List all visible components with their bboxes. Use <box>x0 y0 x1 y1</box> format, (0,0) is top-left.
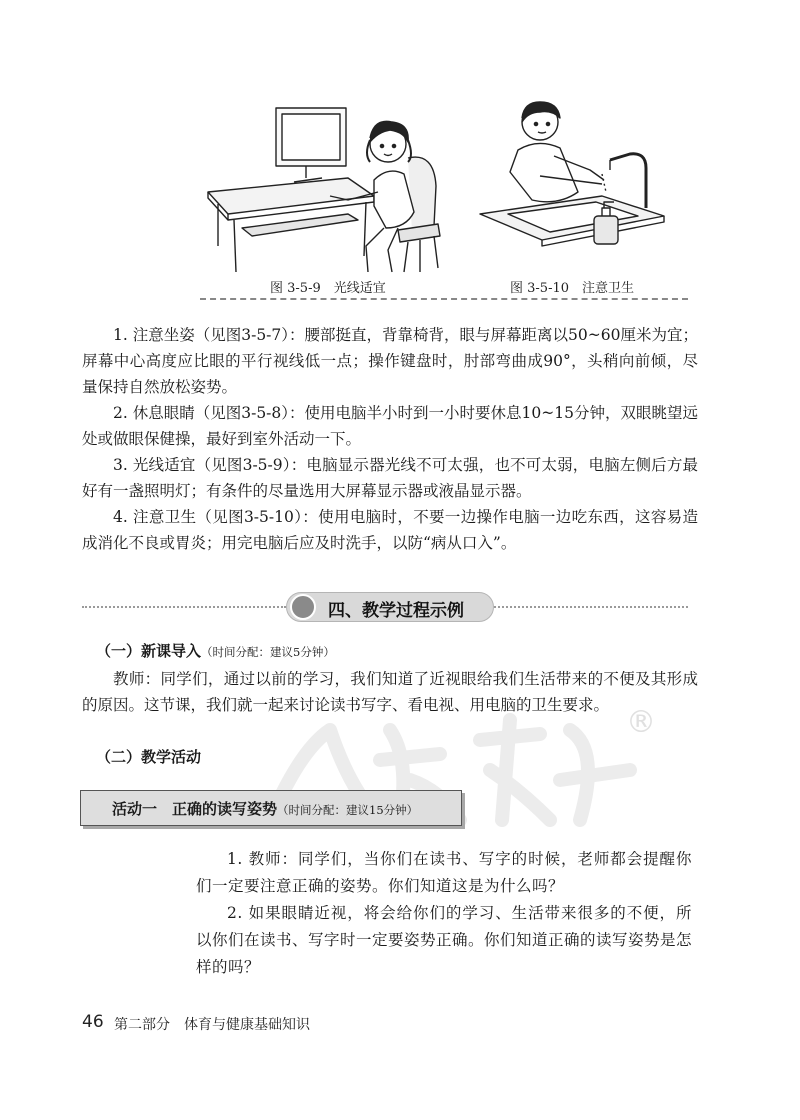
figure-boy-washing-hands <box>478 96 688 256</box>
registered-mark: ® <box>626 705 656 740</box>
activity-item-2: 2. 如果眼睛近视，将会给你们的学习、生活带来很多的不便，所以你们在读书、写字时一定要姿势正确。你们知道正确的读写姿势是怎样的吗？ <box>196 904 693 976</box>
section-divider-left <box>82 606 286 608</box>
paragraph-sitting-posture: 1. 注意坐姿（见图3-5-7）：腰部挺直，背靠椅背，眼与屏幕距离以50~60厘米为宜；屏幕中心高度应比眼的平行视线低一点；操作键盘时，肘部弯曲成90°，头稍向前倾，尽量保持自然放松姿势。 <box>82 326 698 396</box>
figure-divider <box>200 298 688 300</box>
activity-title <box>112 798 418 819</box>
footer-section-title: 第二部分 体育与健康基础知识 <box>114 1017 310 1033</box>
subsection-heading-intro <box>96 640 335 661</box>
section-divider-right <box>494 606 688 608</box>
activity-time-note: （时间分配：建议15分钟） <box>277 803 419 817</box>
activity-title-text: 活动一 正确的读写姿势 <box>112 800 278 818</box>
subsection-heading-activities: （二）教学活动 <box>96 748 202 766</box>
activity-item-1: 1. 教师：同学们，当你们在读书、写字的时候，老师都会提醒你们一定要注意正确的姿势。你们知道这是为什么吗？ <box>196 850 692 895</box>
section-title: 四、教学过程示例 <box>328 601 464 621</box>
paragraph-intro-body: 教师：同学们，通过以前的学习，我们知道了近视眼给我们生活带来的不便及其形成的原因。这节课，我们就一起来讨论读书写字、看电视、用电脑的卫生要求。 <box>82 670 698 714</box>
figure-caption-3-5-9: 图 3-5-9 光线适宜 <box>270 281 386 296</box>
paragraph-hygiene: 4. 注意卫生（见图3-5-10）：使用电脑时，不要一边操作电脑一边吃东西，这容易造成消化不良或胃炎；用完电脑后应及时洗手，以防“病从口入”。 <box>82 508 698 552</box>
figure-caption-3-5-10: 图 3-5-10 注意卫生 <box>510 281 635 296</box>
figure-girl-at-computer <box>198 96 460 276</box>
section-emblem-icon <box>290 594 316 620</box>
subsection-heading-intro-text: （一）新课导入 <box>96 642 202 660</box>
page-number: 46 <box>82 1012 104 1032</box>
subsection-heading-intro-note: （时间分配：建议5分钟） <box>201 645 335 659</box>
paragraph-lighting: 3. 光线适宜（见图3-5-9）：电脑显示器光线不可太强，也不可太弱，电脑左侧后方最好有一盏照明灯；有条件的尽量选用大屏幕显示器或液晶显示器。 <box>82 456 698 500</box>
paragraph-rest-eyes: 2. 休息眼睛（见图3-5-8）：使用电脑半小时到一小时要休息10~15分钟，双眼眺望远处或做眼保健操，最好到室外活动一下。 <box>82 404 698 448</box>
